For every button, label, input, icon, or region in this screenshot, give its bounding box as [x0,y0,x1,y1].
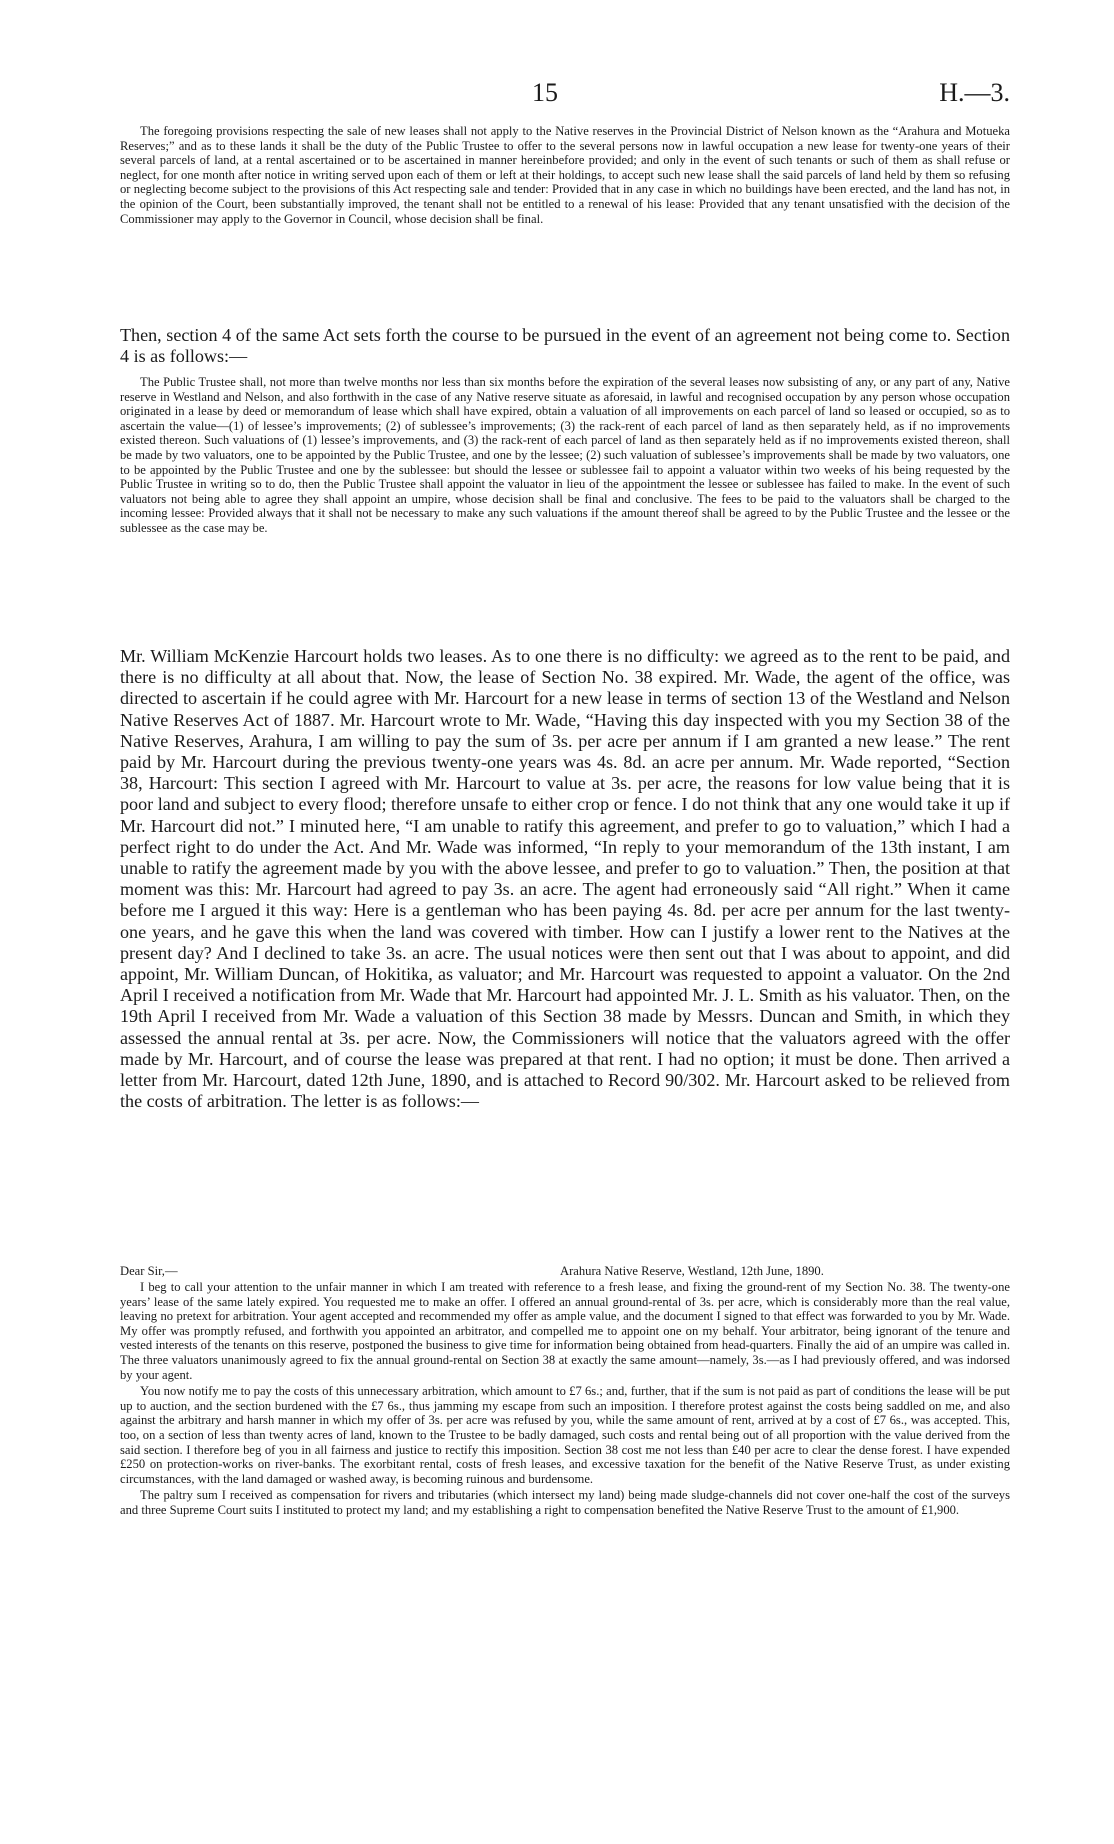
page-header [120,78,1010,114]
letter-salutation: Dear Sir,— [120,1264,178,1278]
letter-paragraph: I beg to call your attention to the unfair manner in which I am treated with reference to a fresh lease, and fixing the ground-rent of my Section No. 38. The twenty-one years’ lease of the same lately expired. You requested me to make an offer. I offered an annual ground-rental of 3s. per acre, which is considerably more than the real value, leaving no pretext for arbitration. Your agent accepted and recommended my offer as ample value, and the document I signed to that effect was forwarded to you by Mr. Wade. My offer was promptly refused, and forthwith you appointed an arbitrator, and compelled me to appoint one on my behalf. Your arbitrator, being ignorant of the tenure and vested interests of the tenants on this reserve, postponed the business to give time for information being obtained from head-quarters. Finally the aid of an umpire was called in. The three valuators unanimously agreed to fix the annual ground-rental on Section 38 at exactly the same amount—namely, 3s.—as I had previously offered, and was indorsed by your agent. [120,1280,1010,1382]
letter-address: Arahura Native Reserve, Westland, 12th June, 1890. [560,1264,824,1278]
quoted-provision-2: The Public Trustee shall, not more than twelve months nor less than six months before the expiration of the several leases now subsisting of any, or any part of any, Native reserve in Westland and Nelson, and also forthwith in the case of any Native reserve situate as aforesaid, in lawful and recognised occupation by any person whose occupation originated in a lease by deed or memorandum of lease which shall have expired, obtain a valuation of all improvements on each parcel of land so leased or occupied, so as to ascertain the value—(1) of lessee’s improvements; (2) of sublessee’s improvements; (3) the rack-rent of each parcel of land as then separately held, as if no improvements existed thereon. Such valuations of (1) lessee’s improvements, and (3) the rack-rent of each parcel of land as then separately held as if no improvements existed thereon, shall be made by two valuators, one to be appointed by the Public Trustee, and one by the lessee; (2) such valuation of sublessee’s improvements shall be made by two valuators, one to be appointed by the Public Trustee and one by the sublessee: but should the lessee or sublessee fail to appoint a valuator within two weeks of his being requested by the Public Trustee in writing so to do, then the Public Trustee shall appoint the valuator in lieu of the appointment the lessee or sublessee has failed to make. In the event of such valuators not being able to agree they shall appoint an umpire, whose decision shall be final and conclusive. The fees to be paid to the valuators shall be charged to the incoming lessee: Provided always that it shall not be necessary to make any such valuations if the amount thereof shall be agreed to by the Public Trustee and the lessee or the sublessee as the case may be. [120,375,1010,535]
body-paragraph-2: Mr. William McKenzie Harcourt holds two leases. As to one there is no difficulty: we agreed as to the rent to be paid, and there is no difficulty at all about that. Now, the lease of Section No. 38 expired. Mr. Wade, the agent of the office, was directed to ascertain if he could agree with Mr. Harcourt for a new lease in terms of section 13 of the Westland and Nelson Native Reserves Act of 1887. Mr. Harcourt wrote to Mr. Wade, “Having this day inspected with you my Section 38 of the Native Reserves, Arahura, I am willing to pay the sum of 3s. per acre per annum if I am granted a new lease.” The rent paid by Mr. Harcourt during the previous twenty-one years was 4s. 8d. an acre per annum. Mr. Wade reported, “Section 38, Harcourt: This section I agreed with Mr. Harcourt to value at 3s. per acre, the reasons for low value being that it is poor land and subject to every flood; therefore unsafe to either crop or fence. I do not think that any one would take it up if Mr. Harcourt did not.” I minuted here, “I am unable to ratify this agreement, and prefer to go to valuation,” which I had a perfect right to do under the Act. And Mr. Wade was informed, “In reply to your memorandum of the 13th instant, I am unable to ratify the agreement made by you with the above lessee, and prefer to go to valuation.” Then, the position at that moment was this: Mr. Harcourt had agreed to pay 3s. an acre. The agent had erroneously said “All right.” When it came before me I argued it this way: Here is a gentleman who has been paying 4s. 8d. per acre per annum for the last twenty-one years, and he gave this when the land was covered with timber. How can I justify a lower rent to the Natives at the present day? And I declined to take 3s. an acre. The usual notices were then sent out that I was about to appoint, and did appoint, Mr. William Duncan, of Hokitika, as valuator; and Mr. Harcourt was requested to appoint a valuator. On the 2nd April I received a notification from Mr. Wade that Mr. Harcourt had appointed Mr. J. L. Smith as his valuator. Then, on the 19th April I received from Mr. Wade a valuation of this Section 38 made by Messrs. Duncan and Smith, in which they assessed the annual rental at 3s. per acre. Now, the Commissioners will notice that the valuators agreed with the offer made by Mr. Harcourt, and of course the lease was prepared at that rent. I had no option; it must be done. Then arrived a letter from Mr. Harcourt, dated 12th June, 1890, and is attached to Record 90/302. Mr. Harcourt asked to be relieved from the costs of arbitration. The letter is as follows:— [120,646,1010,1112]
letter-heading [120,1264,1010,1280]
letter-paragraph: You now notify me to pay the costs of this unnecessary arbitration, which amount to £7 6s.; and, further, that if the sum is not paid as part of conditions the lease will be put up to auction, and the section burdened with the £7 6s., thus jamming my escape from such an imposition. I therefore protest against the costs being saddled on me, and also against the arbitrary and harsh manner in which my offer of 3s. per acre was refused by you, while the same amount of rent, arrived at by a cost of £7 6s., was accepted. This, too, on a section of less than twenty acres of land, known to the Trustee to be badly damaged, such costs and rental being out of all proportion with the value derived from the said section. I therefore beg of you in all fairness and justice to rectify this imposition. Section 38 cost me not less than £40 per acre to clear the dense forest. I have expended £250 on protection-works on river-banks. The exorbitant rental, costs of fresh leases, and excessive taxation for the benefit of the Native Reserve Trust, as under existing circumstances, with the land damaged or washed away, is becoming ruinous and burdensome. [120,1384,1010,1486]
page-number: 15 [532,78,558,107]
letter-paragraph: The paltry sum I received as compensation for rivers and tributaries (which intersect my land) being made sludge-channels did not cover one-half the cost of the surveys and three Supreme Court suits I instituted to protect my land; and my establishing a right to compensation benefited the Native Reserve Trust to the amount of £1,900. [120,1488,1010,1517]
quoted-letter [120,1264,1010,1520]
document-reference: H.—3. [939,78,1010,107]
quoted-provision-1: The foregoing provisions respecting the sale of new leases shall not apply to the Native reserves in the Provincial District of Nelson known as the “Arahura and Motueka Reserves;” and as to these lands it shall be the duty of the Public Trustee to offer to the several persons now in lawful occupation a new lease for twenty-one years of their several parcels of land, at a rental ascertained or to be ascertained in manner hereinbefore provided; and only in the event of such tenants or such of them as shall refuse or neglect, for one month after notice in writing served upon each of them or left at their holdings, to accept such new lease shall the said parcels of land held by them so refusing or neglecting become subject to the provisions of this Act respecting sale and tender: Provided that in any case in which no buildings have been erected, and the land has not, in the opinion of the Court, been substantially improved, the tenant shall not be entitled to a renewal of his lease: Provided that any tenant unsatisfied with the decision of the Commissioner may apply to the Governor in Council, whose decision shall be final. [120,124,1010,226]
body-paragraph-1: Then, section 4 of the same Act sets forth the course to be pursued in the event of an agreement not being come to. Section 4 is as follows:— [120,325,1010,367]
